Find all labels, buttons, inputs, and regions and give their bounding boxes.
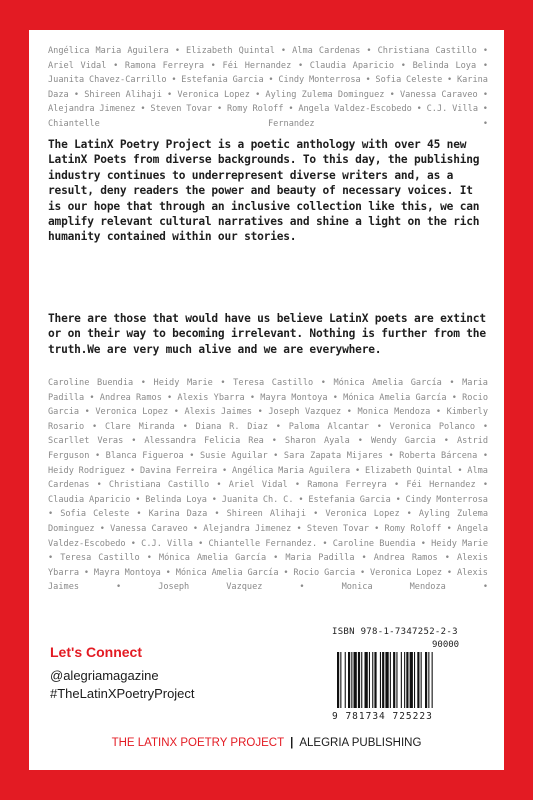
- isbn-label: ISBN 978-1-7347252-2-3: [332, 627, 458, 637]
- social-handle: @alegriamagazine: [50, 668, 159, 683]
- publisher-name-part1: ALEGRIA: [299, 737, 349, 749]
- statement-paragraph: There are those that would have us believe LatinX poets are extinct or on their way to becoming irrelevant. Nothing is further from the truth.We are very much alive and we are everywhere.: [48, 312, 486, 356]
- connect-heading: Let's Connect: [50, 644, 143, 660]
- publisher-name-part2: PUBLISHING: [351, 737, 422, 749]
- contributor-names-top: Angélica Maria Aguilera • Elizabeth Quintal • Alma Cardenas • Christiana Castillo • Ariel Vidal • Ramona Ferreyra • Féi Hernandez • Claudia Aparicio • Belinda Loya • Juanita Chavez-Carrillo • Estefania Garcia • Cindy Monterrosa • Sofia Celeste • Karina Daza • Shireen Alihaji • Veronica Lopez • Ayling Zulema Dominguez • Vanessa Caraveo • Alejandra Jimenez • Steven Tovar • Romy Roloff • Angela Valdez-Escobedo • C.J. Villa • Chiantelle Fernandez •: [48, 46, 488, 129]
- footer-separator: |: [290, 737, 294, 749]
- contributor-names-bottom: Caroline Buendia • Heidy Marie • Teresa Castillo • Mónica Amelia García • Maria Padilla • Andrea Ramos • Alexis Ybarra • Mayra Montoya • Mónica Amelia García • Rocio Garcia • Veronica Lopez • Alexis Jaimes • Joseph Vazquez • Monica Mendoza • Kimberly Rosario • Clare Miranda • Diana R. Diaz • Paloma Alcantar • Veronica Polanco • Scarllet Veras • Alessandra Felicia Rea • Sharon Ayala • Wendy Garcia • Astrid Ferguson • Blanca Figueroa • Susie Aguilar • Sara Zapata Mijares • Roberta Bárcena • Heidy Rodriguez • Davina Ferreira • Angélica Maria Aguilera • Elizabeth Quintal • Alma Cardenas • Christiana Castillo • Ariel Vidal • Ramona Ferreyra • Féi Hernandez • Claudia Aparicio • Belinda Loya • Juanita Ch. C. • Estefania Garcia • Cindy Monterrosa • Sofia Celeste • Karina Daza • Shireen Alihaji • Veronica Lopez • Ayling Zulema Dominguez • Vanessa Caraveo • Alejandra Jimenez • Steven Tovar • Romy Roloff • Angela Valdez-Escobedo • C.J. Villa • Chiantelle Fernandez. • Caroline Buendia • Heidy Marie • Teresa Castillo • Mónica Amelia García • Maria Padilla • Andrea Ramos • Alexis Ybarra • Mayra Montoya • Mónica Amelia García • Rocio Garcia • Veronica Lopez • Alexis Jaimes • Joseph Vazquez • Monica Mendoza •: [48, 378, 488, 593]
- footer-line: [29, 737, 504, 749]
- barcode-number: 9 781734 725223: [332, 711, 433, 722]
- cover-panel: [29, 30, 504, 770]
- barcode-icon: [335, 652, 480, 710]
- hashtag: #TheLatinXPoetryProject: [50, 686, 195, 701]
- project-name: THE LATINX POETRY PROJECT: [111, 737, 285, 749]
- price-code: 90000: [432, 640, 460, 650]
- description-paragraph: The LatinX Poetry Project is a poetic anthology with over 45 new LatinX Poets from diverse backgrounds. To this day, the publishing industry continues to underrepresent diverse writers and, as a result, deny readers the power and beauty of necessary voices. It is our hope that through an inclusive collection like this, we can amplify relevant cultural narratives and shine a light on the rich humanity contained within our stories.: [48, 138, 480, 244]
